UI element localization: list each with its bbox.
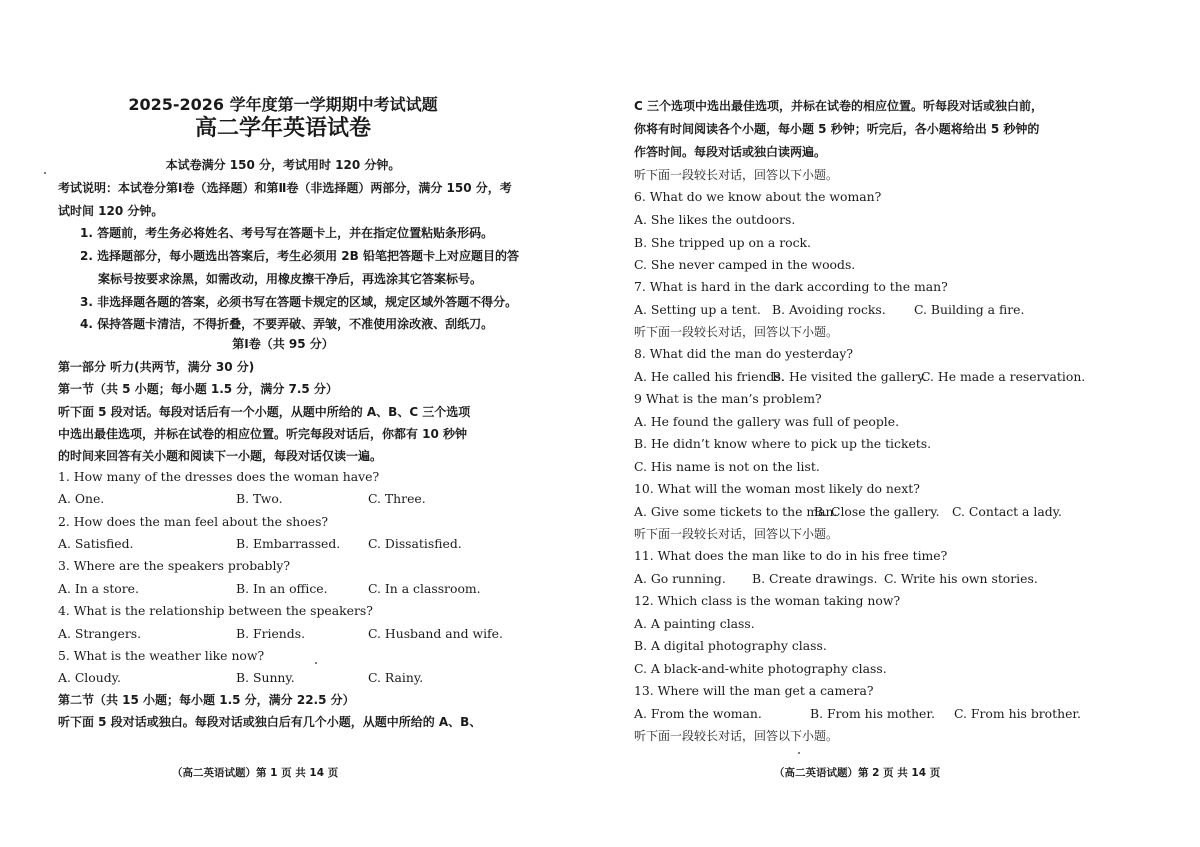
listen-instruction-q6-7: 听下面一段较长对话，回答以下小题。 [634, 168, 839, 182]
q10-option-c: C. Contact a lady. [952, 504, 1062, 519]
section1-instruction-1: 听下面 5 段对话。每段对话后有一个小题，从题中所给的 A、B、C 三个选项 [58, 405, 471, 419]
section2-instruction-cont-3: 作答时间。每段对话或独白读两遍。 [634, 145, 827, 159]
section2-instruction-cont-1: C 三个选项中选出最佳选项，并标在试卷的相应位置。听每段对话或独白前， [634, 99, 1043, 113]
rule-1: 1. 答题前，考生务必将姓名、考号写在答题卡上，并在指定位置粘贴条形码。 [80, 226, 494, 240]
q5-option-c: C. Rainy. [368, 670, 424, 685]
q10-option-b: B. Close the gallery. [814, 504, 940, 519]
q2-option-b: B. Embarrassed. [236, 536, 341, 551]
page-2-footer: （高二英语试题）第 2 页 共 14 页 [774, 767, 941, 779]
q5-option-a: A. Cloudy. [58, 670, 121, 685]
question-3: 3. Where are the speakers probably? [58, 558, 291, 573]
section2-title: 第二节（共 15 小题；每小题 1.5 分，满分 22.5 分） [58, 693, 355, 707]
scan-speck [44, 172, 46, 174]
q9-option-a: A. He found the gallery was full of people. [634, 414, 900, 429]
q4-option-b: B. Friends. [236, 626, 306, 641]
q11-option-b: B. Create drawings. [752, 571, 878, 586]
question-5: 5. What is the weather like now? [58, 648, 265, 663]
section1-instruction-3: 的时间来回答有关小题和阅读下一小题，每段对话仅读一遍。 [58, 449, 383, 463]
q8-option-b: B. He visited the gallery. [772, 369, 927, 384]
exam-note-line-1: 考试说明：本试卷分第Ⅰ卷（选择题）和第Ⅱ卷（非选择题）两部分，满分 150 分，考 [58, 181, 512, 195]
q13-option-a: A. From the woman. [634, 706, 762, 721]
q12-option-a: A. A painting class. [634, 616, 755, 631]
q3-option-b: B. In an office. [236, 581, 328, 596]
question-2: 2. How does the man feel about the shoes? [58, 514, 329, 529]
part1-title: 第一部分 听力(共两节，满分 30 分) [58, 360, 255, 374]
question-9: 9 What is the man’s problem? [634, 391, 822, 406]
rule-2: 2. 选择题部分，每小题选出答案后，考生必须用 2B 铅笔把答题卡上对应题目的答 [80, 249, 519, 263]
q11-option-c: C. Write his own stories. [884, 571, 1038, 586]
question-12: 12. Which class is the woman taking now? [634, 593, 901, 608]
question-6: 6. What do we know about the woman? [634, 189, 882, 204]
q9-option-c: C. His name is not on the list. [634, 459, 820, 474]
exam-page-1 [58, 0, 519, 847]
q10-option-a: A. Give some tickets to the man. [634, 504, 838, 519]
exam-page-2 [634, 0, 1086, 847]
q2-option-a: A. Satisfied. [58, 536, 134, 551]
q6-option-c: C. She never camped in the woods. [634, 257, 856, 272]
exam-subtitle: 高二学年英语试卷 [194, 116, 371, 141]
section1-title: 第一节（共 5 小题；每小题 1.5 分，满分 7.5 分） [58, 382, 338, 396]
listen-instruction-q8-10: 听下面一段较长对话，回答以下小题。 [634, 325, 839, 339]
q7-option-b: B. Avoiding rocks. [772, 302, 886, 317]
q11-option-a: A. Go running. [634, 571, 726, 586]
rule-2-cont: 案标号按要求涂黑，如需改动，用橡皮擦干净后，再选涂其它答案标号。 [98, 272, 483, 286]
q13-option-b: B. From his mother. [810, 706, 935, 721]
q5-option-b: B. Sunny. [236, 670, 295, 685]
q3-option-c: C. In a classroom. [368, 581, 481, 596]
q6-option-a: A. She likes the outdoors. [634, 212, 796, 227]
q1-option-c: C. Three. [368, 491, 426, 506]
scan-speck [798, 752, 800, 754]
section2-instruction-cont-2: 你将有时间阅读各个小题，每小题 5 秒钟；听完后，各小题将给出 5 秒钟的 [634, 122, 1040, 136]
q7-option-a: A. Setting up a tent. [634, 302, 761, 317]
question-11: 11. What does the man like to do in his free time? [634, 548, 948, 563]
q4-option-c: C. Husband and wife. [368, 626, 503, 641]
question-13: 13. Where will the man get a camera? [634, 683, 874, 698]
q2-option-c: C. Dissatisfied. [368, 536, 462, 551]
q9-option-b: B. He didn’t know where to pick up the tickets. [634, 436, 932, 451]
section1-instruction-2: 中选出最佳选项，并标在试卷的相应位置。听完每段对话后，你都有 10 秒钟 [58, 427, 468, 441]
rule-3: 3. 非选择题各题的答案，必须书写在答题卡规定的区域，规定区域外答题不得分。 [80, 295, 518, 309]
question-8: 8. What did the man do yesterday? [634, 346, 854, 361]
rule-4: 4. 保持答题卡清洁，不得折叠，不要弄破、弄皱，不准使用涂改液、刮纸刀。 [80, 317, 494, 331]
exam-note-line-2: 试时间 120 分钟。 [58, 204, 164, 218]
q7-option-c: C. Building a fire. [914, 302, 1025, 317]
exam-title: 2025-2026 学年度第一学期期中考试试题 [128, 95, 438, 114]
page-1-footer: （高二英语试题）第 1 页 共 14 页 [172, 767, 339, 779]
q13-option-c: C. From his brother. [954, 706, 1081, 721]
score-note: 本试卷满分 150 分，考试用时 120 分钟。 [165, 158, 401, 172]
q8-option-a: A. He called his friends. [634, 369, 785, 384]
listen-instruction-q14: 听下面一段较长对话，回答以下小题。 [634, 729, 839, 743]
scan-speck [315, 662, 317, 664]
q6-option-b: B. She tripped up on a rock. [634, 235, 811, 250]
listen-instruction-q11-13: 听下面一段较长对话，回答以下小题。 [634, 527, 839, 541]
q4-option-a: A. Strangers. [58, 626, 142, 641]
q12-option-b: B. A digital photography class. [634, 638, 827, 653]
q3-option-a: A. In a store. [58, 581, 139, 596]
question-4: 4. What is the relationship between the speakers? [58, 603, 373, 618]
volume-title: 第Ⅰ卷（共 95 分） [232, 337, 334, 351]
q8-option-c: C. He made a reservation. [921, 369, 1086, 384]
question-1: 1. How many of the dresses does the woman have? [58, 469, 380, 484]
question-7: 7. What is hard in the dark according to the man? [634, 279, 948, 294]
q1-option-b: B. Two. [236, 491, 283, 506]
q12-option-c: C. A black-and-white photography class. [634, 661, 887, 676]
section2-instruction: 听下面 5 段对话或独白。每段对话或独白后有几个小题，从题中所给的 A、B、 [58, 715, 482, 729]
q1-option-a: A. One. [58, 491, 105, 506]
question-10: 10. What will the woman most likely do next? [634, 481, 920, 496]
